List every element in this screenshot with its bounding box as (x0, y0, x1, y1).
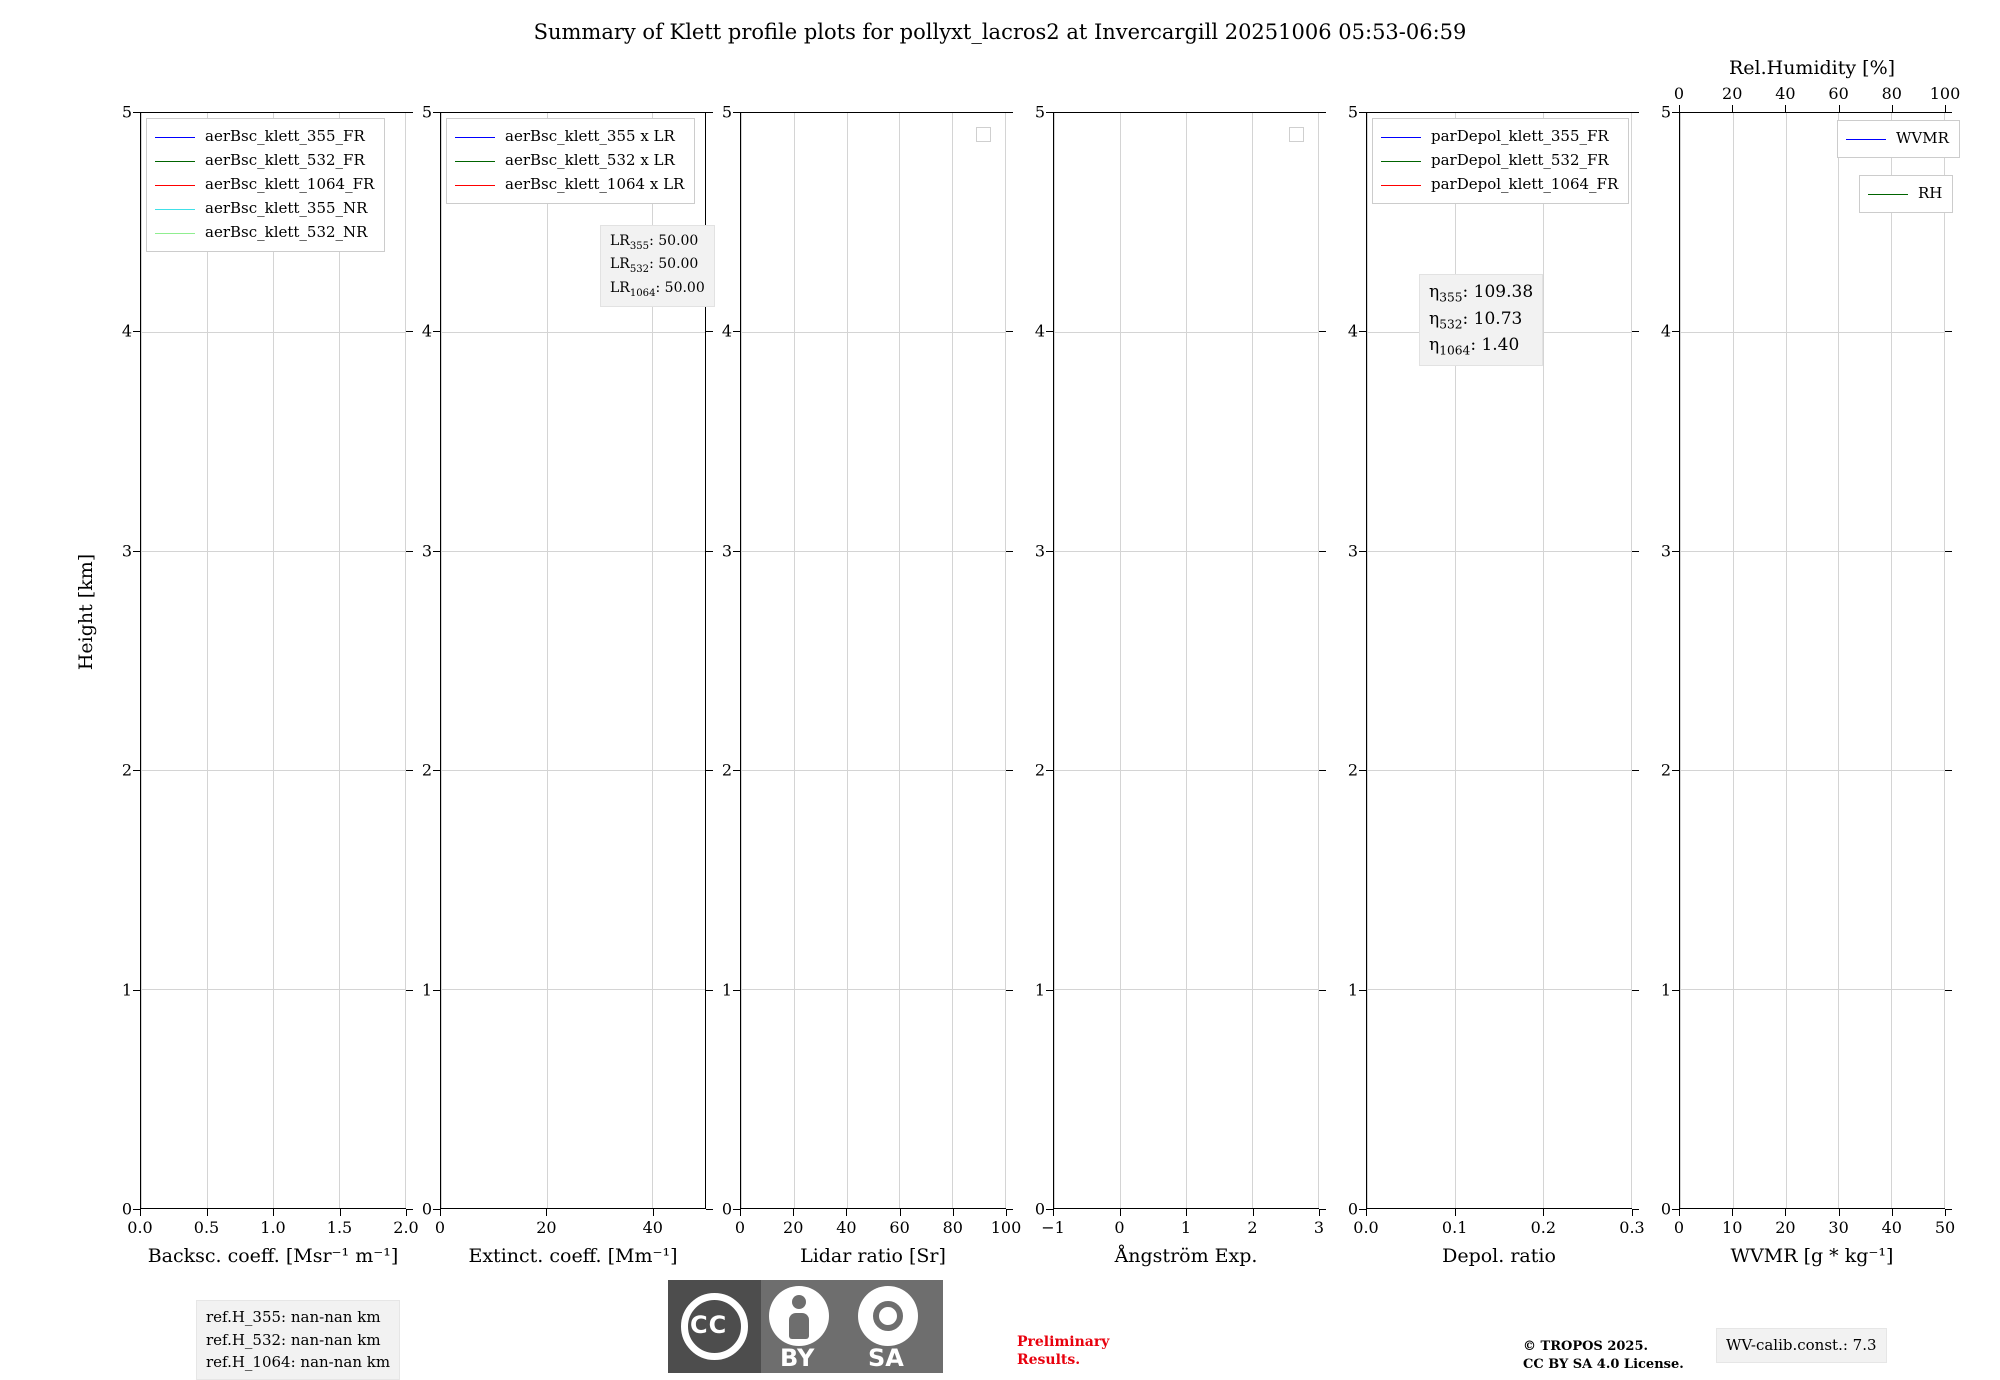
panel-angstroem (1034, 102, 1325, 1267)
legend-line-icon (155, 233, 195, 234)
legend-line-icon (1381, 137, 1421, 138)
y-tick: 0 (1034, 1199, 1045, 1219)
top-x-tick: 0 (1673, 84, 1685, 103)
legend-item (455, 149, 684, 173)
legend-line-icon (455, 185, 495, 186)
legend-item (1381, 125, 1618, 149)
wv-calib-value: WV-calib.const.: 7.3 (1726, 1336, 1877, 1354)
empty-legend-marker (976, 127, 991, 142)
legend-line-icon (455, 161, 495, 162)
legend-extinction[interactable] (446, 118, 695, 204)
y-tick: 0 (1660, 1199, 1671, 1219)
x-tick: 0.0 (1353, 1218, 1379, 1237)
top-x-tick: 60 (1828, 84, 1849, 103)
cc-badge-left (668, 1280, 761, 1373)
x-tick: 50 (1934, 1218, 1956, 1237)
x-tick: 0.0 (127, 1218, 153, 1237)
legend-rh[interactable] (1859, 175, 1953, 213)
legend-item (155, 125, 374, 149)
y-tick: 0 (1347, 1199, 1358, 1219)
legend-line-icon (155, 161, 195, 162)
legend-label: WVMR (1896, 129, 1949, 148)
y-tick: 4 (1347, 321, 1358, 341)
y-tick: 3 (421, 541, 432, 561)
y-tick: 2 (121, 760, 132, 780)
legend-backscatter[interactable] (146, 118, 385, 252)
x-tick: 20 (1775, 1218, 1796, 1237)
person-body-icon (789, 1313, 809, 1339)
y-tick: 5 (721, 102, 732, 122)
legend-item (1868, 182, 1942, 206)
legend-item (155, 173, 374, 197)
share-alike-arrow-icon (873, 1301, 903, 1331)
x-tick: 1.5 (326, 1218, 353, 1237)
plot-area-lidar-ratio (740, 112, 1006, 1209)
y-tick: 4 (421, 321, 432, 341)
legend-label: parDepol_klett_532_FR (1431, 151, 1609, 170)
x-tick: 2 (1247, 1218, 1258, 1237)
y-tick: 1 (1347, 980, 1358, 1000)
y-tick: 4 (1660, 321, 1671, 341)
legend-item (1846, 127, 1949, 151)
lidar-ratio-info-box (600, 225, 715, 307)
legend-item (155, 149, 374, 173)
legend-label: aerBsc_klett_532_NR (205, 223, 368, 242)
top-x-tick: 100 (1929, 84, 1961, 103)
legend-item (1381, 149, 1618, 173)
x-axis-label: WVMR [g * kg⁻¹] (1730, 1245, 1894, 1267)
top-x-tick: 20 (1722, 84, 1743, 103)
person-head-icon (792, 1295, 806, 1309)
legend-line-icon (455, 137, 495, 138)
y-tick: 1 (721, 980, 732, 1000)
y-tick: 5 (121, 102, 132, 122)
top-x-tick: 80 (1881, 84, 1902, 103)
cc-badge-right (761, 1280, 943, 1373)
x-axis-label: Backsc. coeff. [Msr⁻¹ m⁻¹] (147, 1245, 399, 1267)
preliminary-line: Preliminary (1017, 1334, 1110, 1350)
y-tick: 5 (1034, 102, 1045, 122)
panel-depol-ratio (1347, 102, 1645, 1267)
x-tick: 0.3 (1619, 1218, 1645, 1237)
panel-lidar-ratio (721, 102, 1022, 1267)
ref-line: ref.H_1064: nan-nan km (206, 1353, 391, 1371)
y-tick: 2 (1347, 760, 1358, 780)
page-title: Summary of Klett profile plots for pollyxt_lacros2 at Invercargill 20251006 05:53-06:59 (533, 20, 1467, 44)
legend-item (155, 197, 374, 221)
y-tick: 1 (1034, 980, 1045, 1000)
y-tick: 2 (1034, 760, 1045, 780)
y-tick: 5 (1660, 102, 1671, 122)
info-line: $LR_{355}$: 50.00 (610, 233, 699, 252)
y-tick: 5 (1347, 102, 1358, 122)
legend-line-icon (155, 185, 195, 186)
y-tick: 2 (1660, 760, 1671, 780)
legend-item (155, 221, 374, 245)
y-tick: 1 (121, 980, 132, 1000)
x-tick: 2.0 (393, 1218, 419, 1237)
x-tick: 1.0 (260, 1218, 286, 1237)
info-line: $\eta_{1064}$: 1.40 (1429, 335, 1520, 358)
y-tick: 0 (121, 1199, 132, 1219)
preliminary-line: Results. (1017, 1352, 1081, 1369)
y-tick: 1 (421, 980, 432, 1000)
x-tick: 0.5 (193, 1218, 220, 1237)
y-tick: 3 (721, 541, 732, 561)
top-x-axis-label: Rel.Humidity [%] (1728, 57, 1896, 79)
legend-label: aerBsc_klett_355_NR (205, 199, 368, 218)
y-tick: 3 (121, 541, 132, 561)
plot-area-wvmr-rh (1679, 112, 1945, 1209)
credit-notice (1523, 1338, 1684, 1373)
plot-area-angstroem (1053, 112, 1319, 1209)
info-line: $LR_{1064}$: 50.00 (610, 279, 705, 299)
legend-label: aerBsc_klett_1064_FR (205, 175, 375, 194)
eta-info-box (1419, 274, 1543, 366)
x-tick: 40 (642, 1218, 663, 1237)
legend-label: RH (1918, 184, 1943, 203)
x-tick: 0.1 (1441, 1218, 1468, 1237)
legend-line-icon (155, 137, 195, 138)
y-tick: 3 (1660, 541, 1671, 561)
y-tick: 2 (421, 760, 432, 780)
y-tick: 4 (721, 321, 732, 341)
x-axis-label: Extinct. coeff. [Mm⁻¹] (468, 1245, 678, 1267)
y-tick: 0 (721, 1199, 732, 1219)
x-tick: 1 (1180, 1218, 1192, 1237)
legend-label: aerBsc_klett_532_FR (205, 151, 365, 170)
x-tick: −1 (1041, 1218, 1065, 1237)
legend-label: aerBsc_klett_355 x LR (505, 127, 675, 146)
x-tick: 40 (836, 1218, 857, 1237)
credit-line: CC BY SA 4.0 License. (1523, 1356, 1684, 1372)
y-tick: 5 (421, 102, 432, 122)
legend-wvmr[interactable] (1837, 120, 1960, 158)
legend-line-icon (1381, 161, 1421, 162)
legend-label: aerBsc_klett_1064 x LR (505, 175, 685, 194)
legend-line-icon (1846, 139, 1886, 140)
ref-line: ref.H_355: nan-nan km (206, 1308, 381, 1326)
x-tick: 0 (734, 1218, 746, 1237)
y-tick: 2 (721, 760, 732, 780)
x-tick: 0.2 (1530, 1218, 1557, 1237)
y-axis-label: Height [km] (75, 553, 97, 671)
legend-label: aerBsc_klett_532 x LR (505, 151, 675, 170)
legend-line-icon (155, 209, 195, 210)
cc-license-badge[interactable] (668, 1280, 943, 1373)
legend-label: parDepol_klett_1064_FR (1431, 175, 1619, 194)
x-tick: 20 (536, 1218, 557, 1237)
y-tick: 4 (121, 321, 132, 341)
x-tick: 0 (1673, 1218, 1685, 1237)
panel-backscatter (121, 102, 419, 1267)
x-tick: 80 (942, 1218, 963, 1237)
y-tick: 1 (1660, 980, 1671, 1000)
x-tick: 20 (783, 1218, 804, 1237)
info-line: $\eta_{355}$: 109.38 (1429, 282, 1534, 305)
y-tick: 4 (1034, 321, 1045, 341)
x-axis-label: Depol. ratio (1442, 1245, 1556, 1267)
x-tick: 0 (1114, 1218, 1125, 1237)
y-tick: 3 (1347, 541, 1358, 561)
legend-depol-ratio[interactable] (1372, 118, 1629, 204)
by-label: BY (780, 1344, 815, 1372)
info-line: $LR_{532}$: 50.00 (610, 256, 699, 276)
ref-line: ref.H_532: nan-nan km (206, 1330, 381, 1349)
x-axis-label: Ångström Exp. (1114, 1245, 1258, 1267)
panel-extinction (421, 102, 706, 1267)
info-line: $\eta_{532}$: 10.73 (1429, 308, 1523, 332)
x-tick: 40 (1881, 1218, 1902, 1237)
credit-line: © TROPOS 2025. (1523, 1339, 1649, 1354)
legend-item (455, 125, 684, 149)
sa-label: SA (868, 1344, 904, 1372)
y-tick: 3 (1034, 541, 1045, 561)
reference-height-box (196, 1300, 400, 1380)
x-axis-label: Lidar ratio [Sr] (800, 1245, 946, 1267)
x-tick: 3 (1313, 1218, 1325, 1237)
legend-item (455, 173, 684, 197)
legend-line-icon (1381, 185, 1421, 186)
y-tick: 0 (421, 1199, 432, 1219)
cc-label: CC (690, 1311, 728, 1339)
panel-wvmr-rh (1660, 57, 1961, 1267)
x-tick: 100 (990, 1218, 1022, 1237)
x-tick: 0 (434, 1218, 446, 1237)
wv-calib-box (1716, 1328, 1887, 1363)
x-tick: 60 (889, 1218, 910, 1237)
top-x-tick: 40 (1775, 84, 1796, 103)
preliminary-notice (1017, 1333, 1109, 1369)
legend-line-icon (1868, 194, 1908, 195)
legend-item (1381, 173, 1618, 197)
plot-area-backscatter (140, 112, 406, 1209)
x-tick: 10 (1722, 1218, 1743, 1237)
empty-legend-marker (1289, 127, 1304, 142)
x-tick: 30 (1828, 1218, 1849, 1237)
legend-label: aerBsc_klett_355_FR (205, 127, 365, 146)
legend-label: parDepol_klett_355_FR (1431, 127, 1609, 146)
